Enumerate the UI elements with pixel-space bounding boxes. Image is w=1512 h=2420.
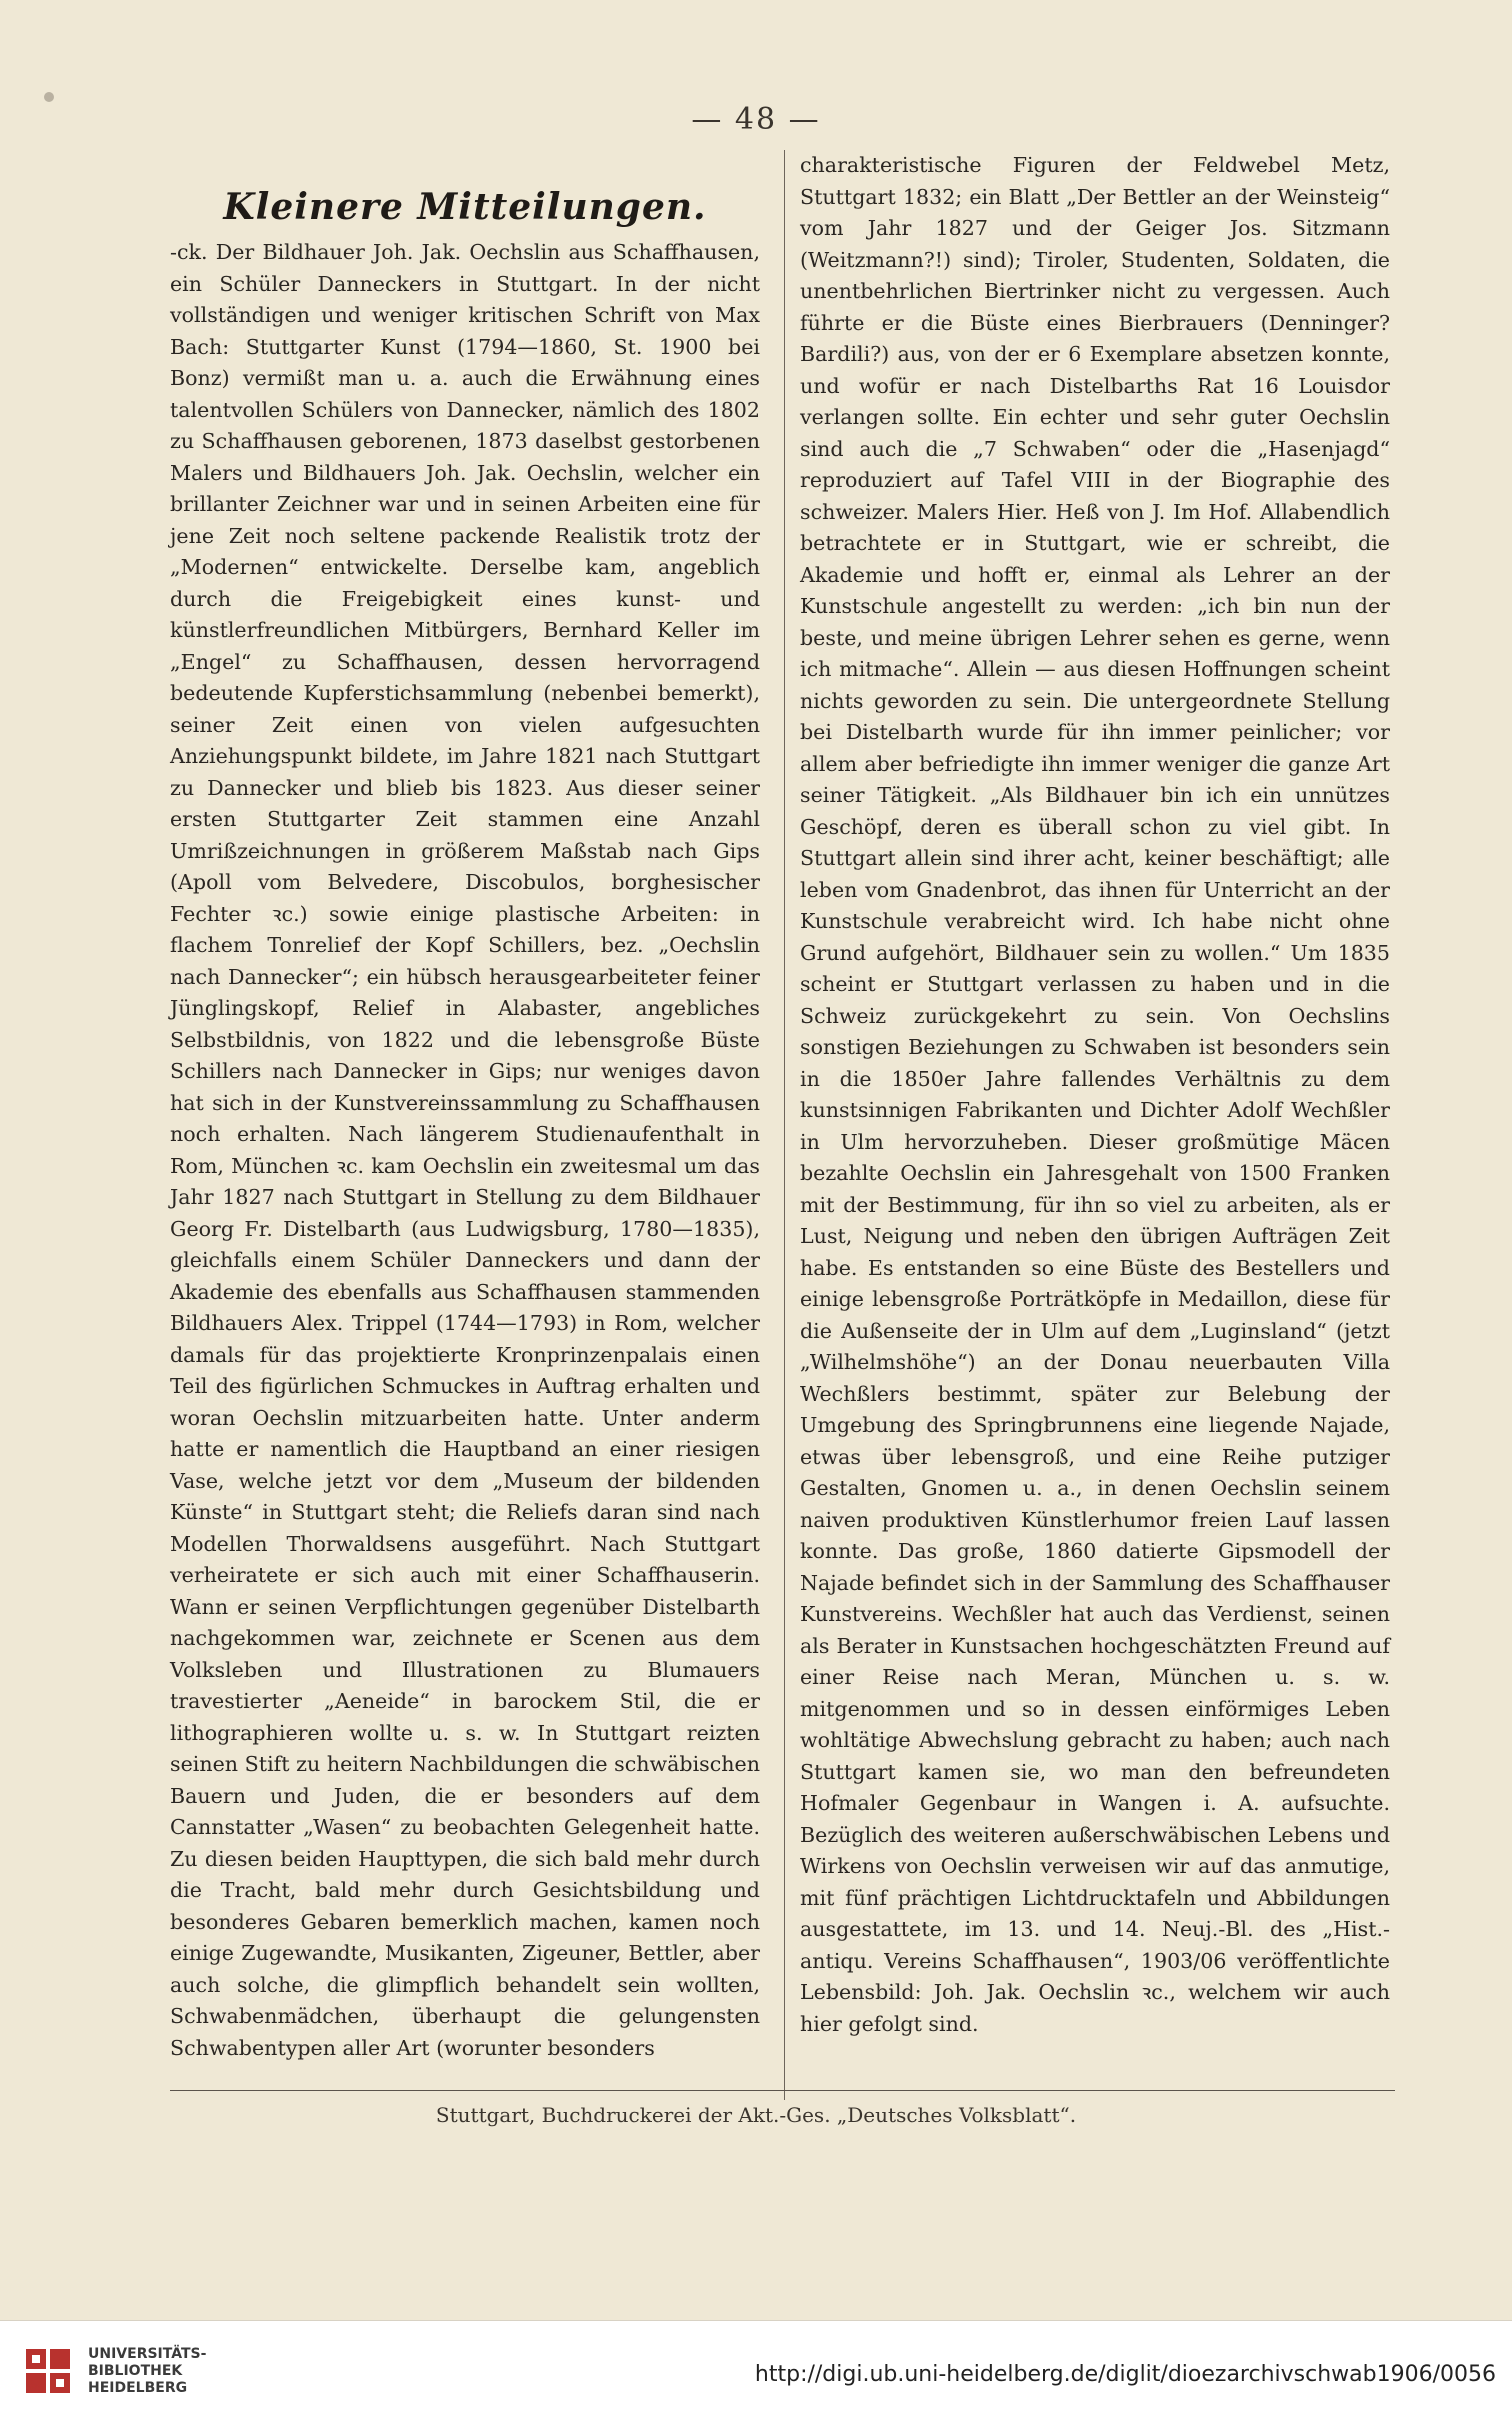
page-number: — 48 — [691, 102, 821, 137]
library-name [88, 2346, 206, 2397]
university-library-logo-icon [22, 2345, 74, 2397]
article-heading: Kleinere Mitteilungen. [223, 186, 707, 228]
right-column [800, 150, 1390, 2040]
left-column-text: -ck. Der Bildhauer Joh. Jak. Oechslin aus Schaffhausen, ein Schüler Danneckers in Stuttgart. In der nicht vollständigen und weniger kritischen Schrift von Max Bach: Stuttgarter Kunst (1794—1860, St. 1900 bei Bonz) vermißt man u. a. auch die Erwähnung eines talentvollen Schülers von Dannecker, nämlich des 1802 zu Schaffhausen geborenen, 1873 daselbst gestorbenen Malers und Bildhauers Joh. Jak. Oechslin, welcher ein brillanter Zeichner war und in seinen Arbeiten eine für jene Zeit noch seltene packende Realistik trotz der „Modernen“ entwickelte. Derselbe kam, angeblich durch die Freigebigkeit eines kunst- und künstlerfreundlichen Mitbürgers, Bernhard Keller im „Engel“ zu Schaffhausen, dessen hervorragend bedeutende Kupferstichsammlung (nebenbei bemerkt), seiner Zeit einen von vielen aufgesuchten Anziehungspunkt bildete, im Jahre 1821 nach Stuttgart zu Dannecker und blieb bis 1823. Aus dieser seiner ersten Stuttgarter Zeit stammen eine Anzahl Umrißzeichnungen in größerem Maßstab nach Gips (Apoll vom Belvedere, Discobulos, borghesischer Fechter ꝛc.) sowie einige plastische Arbeiten: in flachem Tonrelief der Kopf Schillers, bez. „Oechslin nach Dannecker“; ein hübsch herausgearbeiteter feiner Jünglingskopf, Relief in Alabaster, angebliches Selbstbildnis, von 1822 und die lebensgroße Büste Schillers nach Dannecker in Gips; nur weniges davon hat sich in der Kunstvereinssammlung zu Schaffhausen noch erhalten. Nach längerem Studienaufenthalt in Rom, München ꝛc. kam Oechslin ein zweitesmal um das Jahr 1827 nach Stuttgart in Stellung zu dem Bildhauer Georg Fr. Distelbarth (aus Ludwigsburg, 1780—1835), gleichfalls einem Schüler Danneckers und dann der Akademie des ebenfalls aus Schaffhausen stammenden Bildhauers Alex. Trippel (1744—1793) in Rom, welcher damals für das projektierte Kronprinzenpalais einen Teil des figürlichen Schmuckes in Auftrag erhalten und woran Oechslin mitzuarbeiten hatte. Unter anderm hatte er namentlich die Hauptband an einer riesigen Vase, welche jetzt vor dem „Museum der bildenden Künste“ in Stuttgart steht; die Reliefs daran sind nach Modellen Thorwaldsens ausgeführt. Nach Stuttgart verheiratete er sich auch mit einer Schaffhauserin. Wann er seinen Verpflichtungen gegenüber Distelbarth nachgekommen war, zeichnete er Scenen aus dem Volksleben und Illustrationen zu Blumauers travestierter „Aeneide“ in barockem Stil, die er lithographieren wollte u. s. w. In Stuttgart reizten seinen Stift zu heitern Nachbildungen die schwäbischen Bauern und Juden, die er besonders auf dem Cannstatter „Wasen“ zu beobachten Gelegenheit hatte. Zu diesen beiden Haupttypen, die sich bald mehr durch die Tracht, bald mehr durch Gesichtsbildung und besonderes Gebaren bemerklich machen, kamen noch einige Zugewandte, Musikanten, Zigeuner, Bettler, aber auch solche, die glimpflich behandelt sein wollten, Schwabenmädchen, überhaupt die gelungensten Schwabentypen aller Art (worunter besonders [170, 240, 760, 2060]
footer-rule [170, 2090, 1395, 2091]
library-name-line1: UNIVERSITÄTS- [88, 2346, 207, 2362]
column-divider [784, 150, 785, 2100]
library-name-line3: HEIDELBERG [88, 2380, 188, 2396]
imprint-footer: Stuttgart, Buchdruckerei der Akt.-Ges. „Deutsches Volksblatt“. [435, 2103, 1077, 2127]
permalink-url[interactable]: http://digi.ub.uni-heidelberg.de/diglit/dioezarchivschwab1906/0056 [754, 2362, 1496, 2387]
right-column-text: charakteristische Figuren der Feldwebel Metz, Stuttgart 1832; ein Blatt „Der Bettler an der Weinsteig“ vom Jahr 1827 und der Geiger Jos. Sitzmann (Weitzmann?!) sind); Tiroler, Studenten, Soldaten, die unentbehrlichen Biertrinker nicht zu vergessen. Auch führte er die Büste eines Bierbrauers (Denninger? Bardili?) aus, von der er 6 Exemplare absetzen konnte, und wofür er nach Distelbarths Rat 16 Louisdor verlangen sollte. Ein echter und sehr guter Oechslin sind auch die „7 Schwaben“ oder die „Hasenjagd“ reproduziert auf Tafel VIII in der Biographie des schweizer. Malers Hier. Heß von J. Im Hof. Allabendlich betrachtete er in Stuttgart, wie er schreibt, die Akademie und hofft er, einmal als Lehrer an der Kunstschule angestellt zu werden: „ich bin nun der beste, und meine übrigen Lehrer sehen es gerne, wenn ich mitmache“. Allein — aus diesen Hoffnungen scheint nichts geworden zu sein. Die untergeordnete Stellung bei Distelbarth wurde für ihn immer peinlicher; vor allem aber befriedigte ihn immer weniger die ganze Art seiner Tätigkeit. „Als Bildhauer bin ich ein unnützes Geschöpf, deren es überall schon zu viel gibt. In Stuttgart allein sind ihrer acht, keiner beschäftigt; alle leben vom Gnadenbrot, das ihnen für Unterricht an der Kunstschule verabreicht wird. Ich habe nicht ohne Grund aufgehört, Bildhauer sein zu wollen.“ Um 1835 scheint er Stuttgart verlassen zu haben und in die Schweiz zurückgekehrt zu sein. Von Oechslins sonstigen Beziehungen zu Schwaben ist besonders sein in die 1850er Jahre fallendes Verhältnis zu dem kunstsinnigen Fabrikanten und Dichter Adolf Wechßler in Ulm hervorzuheben. Dieser großmütige Mäcen bezahlte Oechslin ein Jahresgehalt von 1500 Franken mit der Bestimmung, für ihn so viel zu arbeiten, als er Lust, Neigung und neben den übrigen Aufträgen Zeit habe. Es entstanden so eine Büste des Bestellers und einige lebensgroße Porträtköpfe in Medaillon, diese für die Außenseite der in Ulm auf dem „Luginsland“ (jetzt „Wilhelmshöhe“) an der Donau neuerbauten Villa Wechßlers bestimmt, später zur Belebung der Umgebung des Springbrunnens eine liegende Najade, etwas über lebensgroß, und eine Reihe putziger Gestalten, Gnomen u. a., in denen Oechslin seinem naiven produktiven Künstlerhumor freien Lauf lassen konnte. Das große, 1860 datierte Gipsmodell der Najade befindet sich in der Sammlung des Schaffhauser Kunstvereins. Wechßler hat auch das Verdienst, seinen als Berater in Kunstsachen hochgeschätzten Freund auf einer Reise nach Meran, München u. s. w. mitgenommen und so in dessen einförmiges Leben wohltätige Abwechslung gebracht zu haben; auch nach Stuttgart kamen sie, wo man den befreundeten Hofmaler Gegenbaur in Wangen i. A. aufsuchte. Bezüglich des weiteren außerschwäbischen Lebens und Wirkens von Oechslin verweisen wir auf das anmutige, mit fünf prächtigen Lichtdrucktafeln und Abbildungen ausgestattete, im 13. und 14. Neuj.-Bl. des „Hist.-antiqu. Vereins Schaffhausen“, 1903/06 veröffentlichte Lebensbild: Joh. Jak. Oechslin ꝛc., welchem wir auch hier gefolgt sind. [800, 153, 1390, 2036]
left-column [170, 185, 760, 2064]
scan-dot [44, 92, 54, 102]
library-name-line2: BIBLIOTHEK [88, 2363, 183, 2379]
